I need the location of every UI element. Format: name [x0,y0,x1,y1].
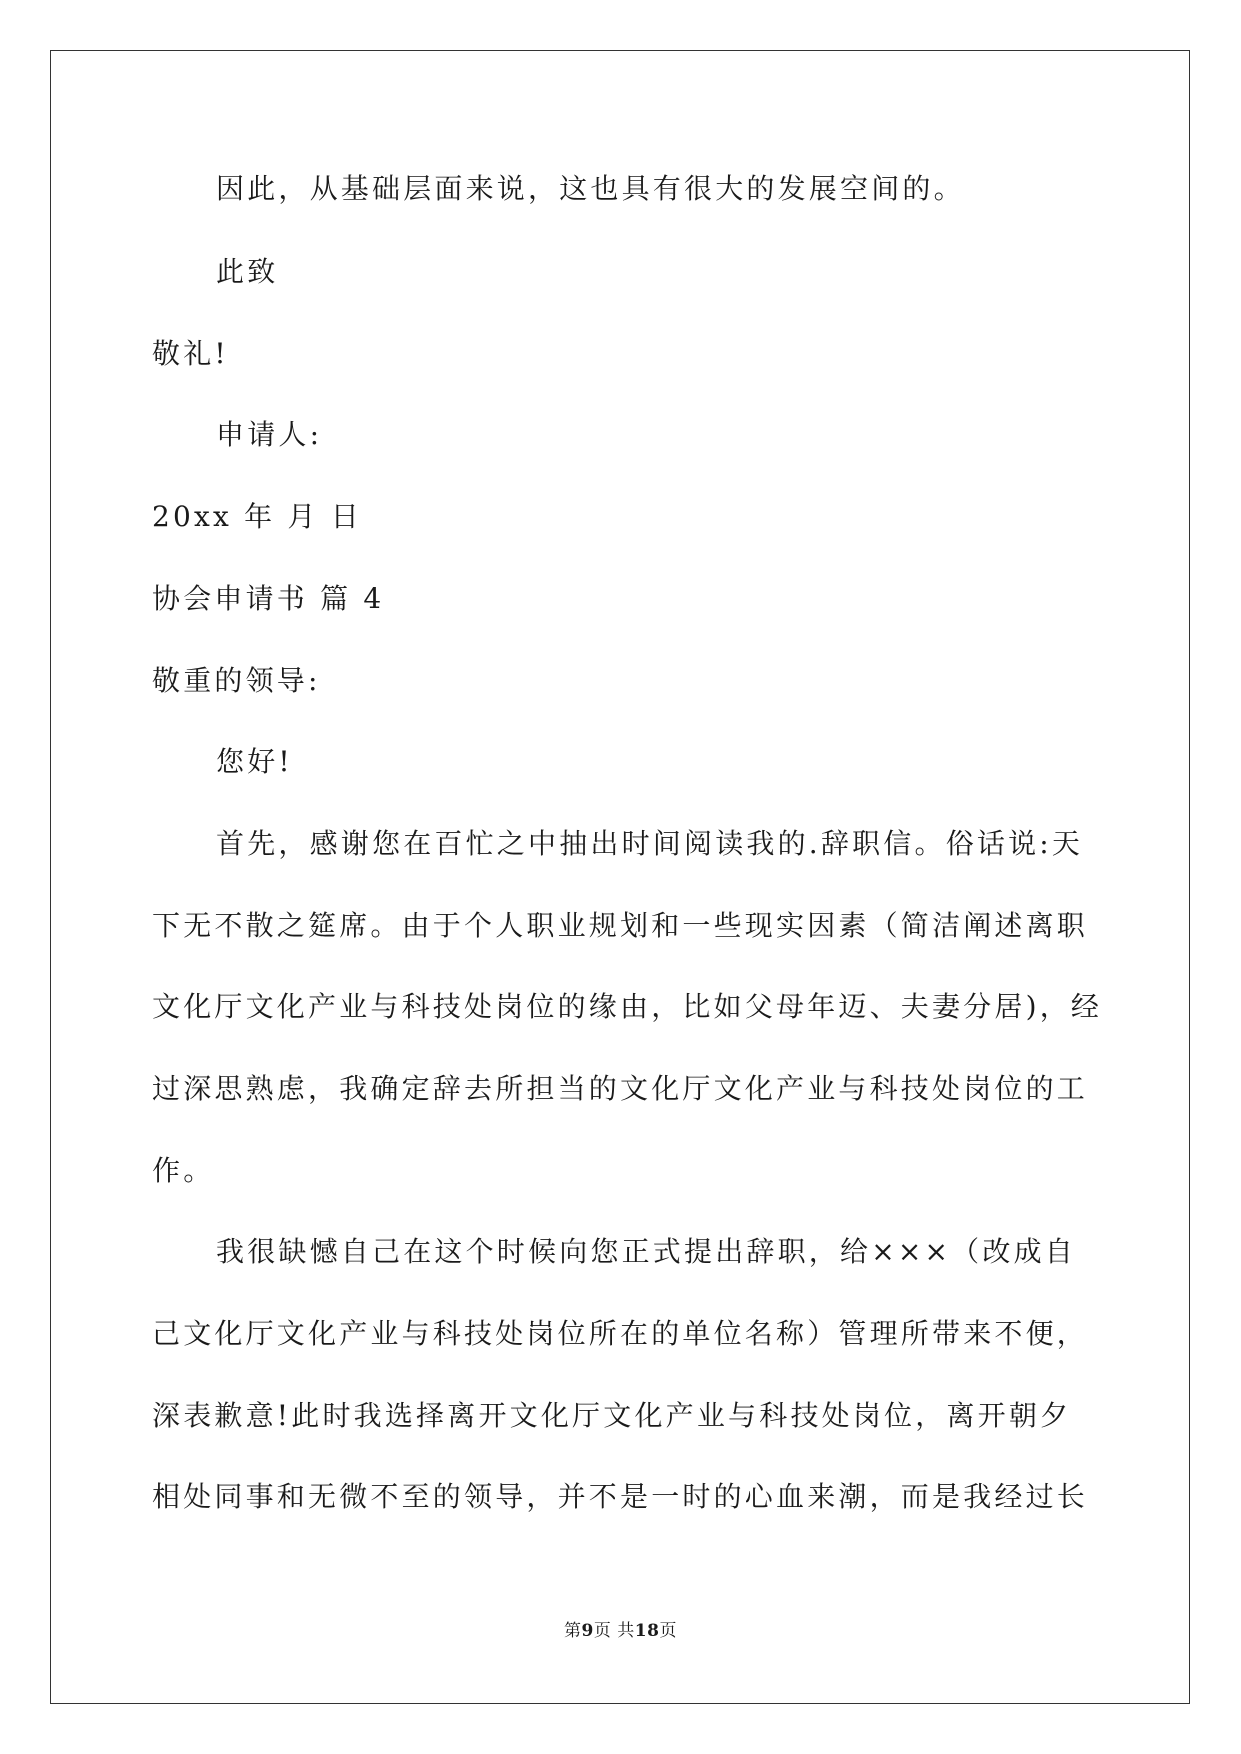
paragraph-line: 我很缺憾自己在这个时候向您正式提出辞职，给×××（改成自 [216,1235,1076,1268]
paragraph-line: 过深思熟虑，我确定辞去所担当的文化厅文化产业与科技处岗位的工 [152,1072,1089,1105]
greeting: 您好! [216,745,293,778]
paragraph-line: 首先，感谢您在百忙之中抽出时间阅读我的.辞职信。俗话说:天 [216,827,1084,860]
paragraph-line: 作。 [152,1154,215,1187]
paragraph-line: 因此，从基础层面来说，这也具有很大的发展空间的。 [216,172,965,205]
footer-prefix: 第 [564,1621,582,1641]
closing-jingli: 敬礼! [152,337,229,370]
salutation: 敬重的领导: [152,664,321,697]
page-footer [0,1620,1241,1642]
closing-cizhi: 此致 [216,255,279,288]
footer-suffix: 页 [659,1621,677,1641]
paragraph-line: 文化厅文化产业与科技处岗位的缘由，比如父母年迈、夫妻分居)，经 [152,990,1103,1023]
footer-middle: 页 共 [593,1621,635,1641]
date-line: 20xx 年 月 日 [152,500,362,533]
section-heading: 协会申请书 篇 4 [152,582,385,615]
applicant-label: 申请人: [216,418,323,451]
paragraph-line: 己文化厅文化产业与科技处岗位所在的单位名称）管理所带来不便， [152,1317,1089,1350]
page-number: 9 [581,1621,594,1641]
paragraph-line: 深表歉意!此时我选择离开文化厅文化产业与科技处岗位，离开朝夕 [152,1399,1072,1432]
paragraph-line: 下无不散之筵席。由于个人职业规划和一些现实因素（简洁阐述离职 [152,909,1089,942]
page-border [50,50,1190,1704]
total-pages: 18 [634,1621,660,1641]
paragraph-line: 相处同事和无微不至的领导，并不是一时的心血来潮，而是我经过长 [152,1480,1089,1513]
